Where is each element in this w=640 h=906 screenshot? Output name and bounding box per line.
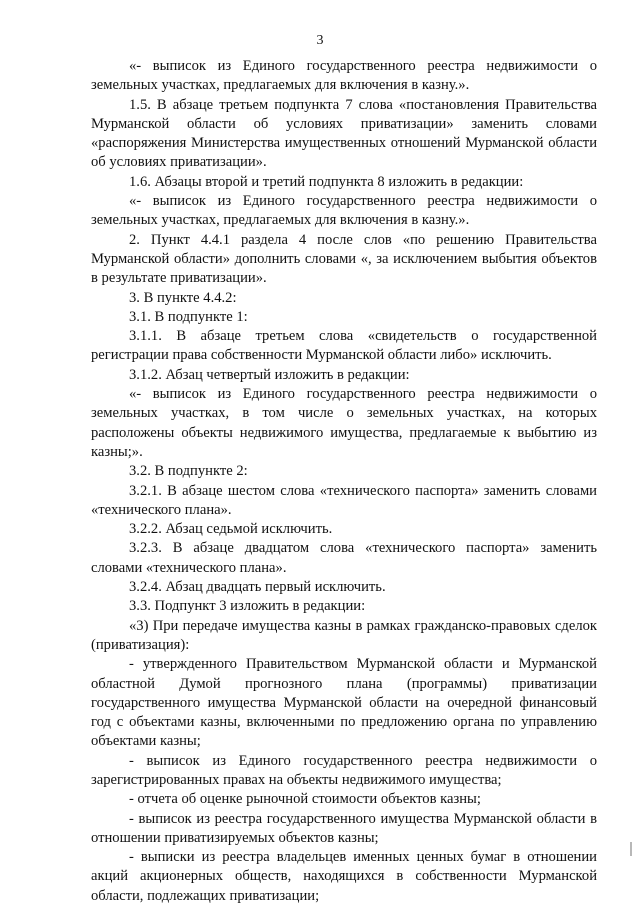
- paragraph: 1.6. Абзацы второй и третий подпункта 8 изложить в редакции:: [129, 173, 524, 190]
- paragraph: 2. Пункт 4.4.1 раздела 4 после слов «по решению Правительства Мурманской области» дополнить словами «, за исключением выбытия объектов в результате приватизации».: [91, 231, 597, 287]
- document-body: [91, 57, 597, 906]
- paragraph: «- выписок из Единого государственного реестра недвижимости о земельных участках, предлагаемых для включения в казну.».: [91, 58, 597, 94]
- paragraph: - утвержденного Правительством Мурманской области и Мурманской областной Думой прогнозного плана (программы) приватизации государственного имущества Мурманской области на очередной финансовый год с объектами казны, включенными по предложению органа по управлению объектами казны;: [91, 656, 597, 750]
- paragraph: 1.5. В абзаце третьем подпункта 7 слова «постановления Правительства Мурманской области об условиях приватизации» заменить словами «распоряжения Министерства имущественных отношений Мурманской области об условиях приватизации».: [91, 96, 597, 171]
- paragraph: 3.1.2. Абзац четвертый изложить в редакции:: [129, 366, 410, 383]
- paragraph: «3) При передаче имущества казны в рамках гражданско-правовых сделок (приватизация):: [91, 617, 597, 653]
- paragraph: - выписок из Единого государственного реестра недвижимости о зарегистрированных правах на объекты недвижимого имущества;: [91, 752, 597, 788]
- paragraph: 3.3. Подпункт 3 изложить в редакции:: [129, 598, 366, 615]
- paragraph: 3. В пункте 4.4.2:: [129, 289, 237, 306]
- paragraph: «- выписок из Единого государственного реестра недвижимости о земельных участках, предлагаемых для включения в казну.».: [91, 193, 597, 229]
- paragraph: 3.2. В подпункте 2:: [129, 463, 248, 480]
- paragraph: - выписки из реестра владельцев именных ценных бумаг в отношении акций акционерных обществ, находящихся в собственности Мурманской области, подлежащих приватизации;: [91, 849, 597, 904]
- paragraph: 3.2.4. Абзац двадцать первый исключить.: [129, 579, 386, 596]
- paragraph: - выписок из реестра государственного имущества Мурманской области в отношении приватизируемых объектов казны;: [91, 810, 597, 846]
- paragraph: 3.2.1. В абзаце шестом слова «технического паспорта» заменить словами «технического плана».: [91, 482, 597, 518]
- paragraph: «- выписок из Единого государственного реестра недвижимости о земельных участках, в том числе о земельных участках, на которых расположены объекты недвижимого имущества, предлагаемые к выбытию из казны;».: [91, 386, 597, 460]
- paragraph: 3.1.1. В абзаце третьем слова «свидетельств о государственной регистрации права собственности Мурманской области либо» исключить.: [91, 328, 597, 364]
- paragraph: 3.1. В подпункте 1:: [129, 308, 248, 325]
- page-number: 3: [316, 33, 324, 48]
- scan-artifact-mark: [630, 842, 632, 856]
- paragraph: 3.2.3. В абзаце двадцатом слова «технического паспорта» заменить словами «технического плана».: [91, 540, 597, 576]
- paragraph: - отчета об оценке рыночной стоимости объектов казны;: [129, 791, 481, 808]
- paragraph: 3.2.2. Абзац седьмой исключить.: [129, 521, 333, 538]
